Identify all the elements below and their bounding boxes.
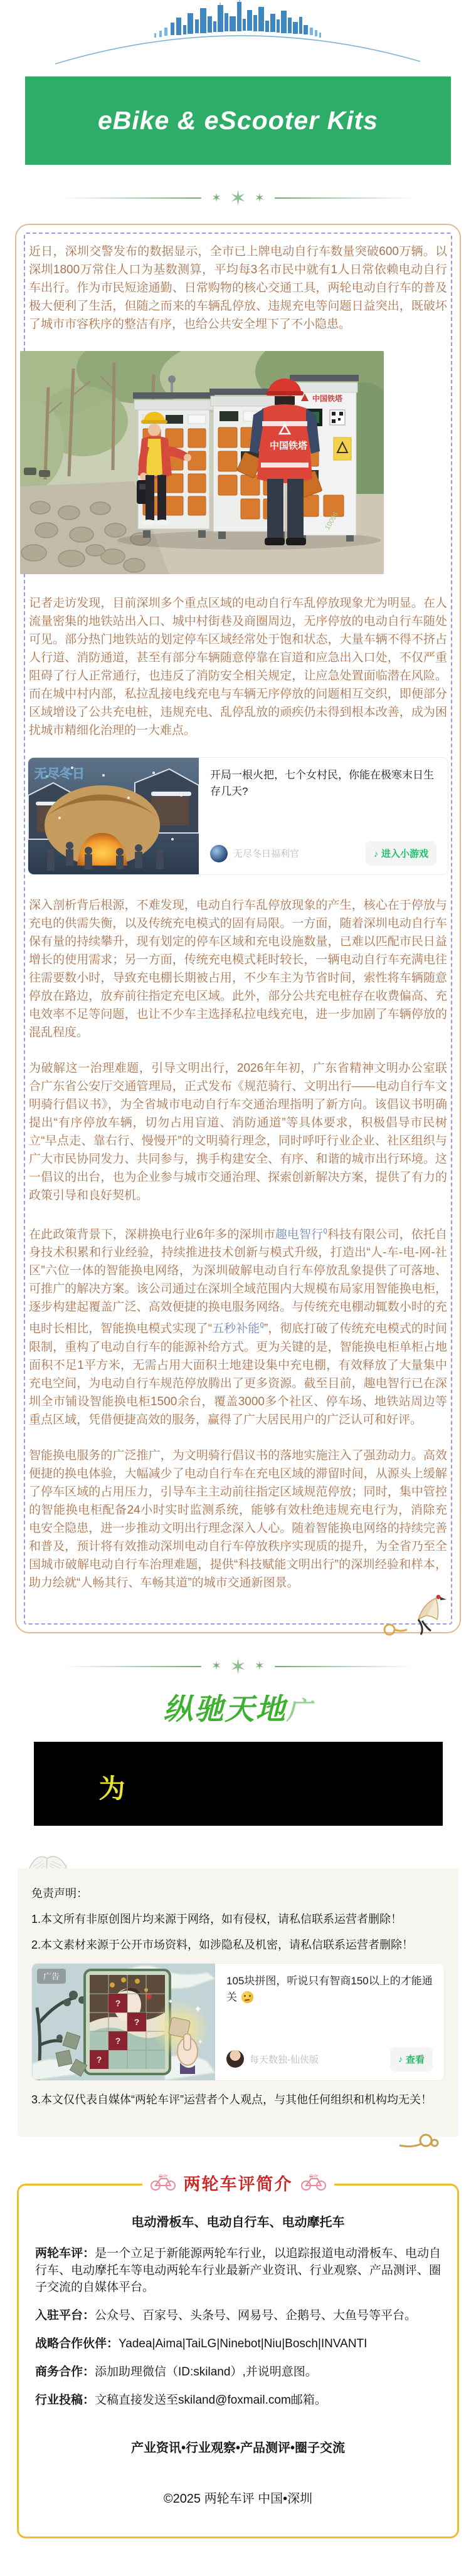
video-player[interactable]: [34, 1742, 443, 1826]
divider-line: [62, 1666, 201, 1667]
footer-entry-submission: 行业投稿：文稿直接发送至skiland@foxmail.com邮箱。: [35, 2393, 327, 2407]
ad1-footer: [210, 841, 436, 866]
svg-text:?: ?: [115, 2035, 121, 2046]
minigame-note-icon: ♪: [373, 848, 378, 859]
disclaimer-item-3: 3.本文仅代表自媒体“两轮车评”运营者个人观点，与其他任何组织和机构均无关！: [31, 2093, 432, 2106]
disclaimer-item-1: 1.本文所有非原创图片均来源于网络，如有侵权，请私信联系运营者删除！: [31, 1912, 403, 1925]
footer-section-title: [0, 2170, 476, 2195]
svg-text:?: ?: [115, 1997, 121, 2008]
article-paragraph-6: 智能换电服务的广泛推广，为文明骑行倡议书的落地实施注入了强劲动力。高效便捷的换电体验，大幅减少了电动自行车在充电区域的滞留时间，从源头上缓解了停车区域的占用压力，引导车主主动前往指定区域规范停放；同时，集中管控的智能换电柜配备24小时实时监测系统，能够有效杜绝违规充电行为，消除充电安全隐患，进一步推动文明出行理念深入人心。随着智能换电网络的持续完善和普及，预计将有效推动深圳电动自行车停放秩序实现质的提升，为全省乃至全国城市破解电动自行车治理难题，提供“科技赋能文明出行”的深圳经验和样本，助力绘就“人畅其行、车畅其道”的城市交通新图景。: [29, 1448, 447, 1589]
ad2-content: [215, 1964, 444, 2080]
divider-line: [62, 197, 201, 199]
article-paragraph-2: 记者走访发现，目前深圳多个重点区域的电动自行车乱停放现象尤为明显。在人流量密集的地铁站出入口、城中村街巷及商圈周边，无序停放的电动自行车随处可见。部分热门地铁站的划定停车区域经常处于饱和状态，大量车辆不得不挤占人行道、消防通道，甚至有部分车辆随意停靠在盲道和应急出入口处，不仅严重阻碍了行人正常通行，也违反了消防安全相关规定，让应急处置面临潜在风险。而在城中村内部，私拉乱接电线充电与车辆无序停放的问题相互交织，即便部分区域增设了公共充电桩，违规充电、乱停乱放的顽疾仍未得到根本改善，成为困扰城市精细化治理的一大难点。: [29, 597, 447, 737]
svg-text:中国铁塔: 中国铁塔: [270, 441, 308, 451]
star-icon: ✶: [230, 187, 246, 209]
svg-text:10096: 10096: [324, 511, 340, 531]
footer-subtitle: 电动滑板车、电动自行车、电动摩托车: [131, 2215, 345, 2229]
ad2-button-label: 查看: [405, 2054, 425, 2065]
svg-text:✦: ✦: [198, 2038, 203, 2046]
ad2-view-button[interactable]: [390, 2047, 433, 2071]
bicycle-icon: [150, 2174, 176, 2191]
ad1-cover-image: [28, 758, 199, 874]
ad1-avatar: [210, 845, 228, 862]
golden-cloud-decoration-icon: [393, 2132, 442, 2150]
ad1-account[interactable]: [210, 845, 299, 862]
disclaimer-title: 免责声明：: [31, 1887, 88, 1900]
ad1-headline[interactable]: 开局一根火把，七个女村民，你能在极寒末日生存几天?: [210, 769, 434, 797]
minigame-ad-card-1[interactable]: [28, 757, 448, 875]
footer-copyright: ©2025 两轮车评 中国•深圳: [163, 2491, 313, 2506]
article-body: [24, 233, 452, 1625]
ad2-account[interactable]: [226, 2050, 319, 2068]
star-icon: ✶: [211, 191, 222, 205]
svg-text:✦: ✦: [167, 1997, 174, 2006]
battery-swap-photo-illustration: [20, 351, 384, 574]
star-icon: ✶: [254, 1660, 265, 1673]
article-paragraph-3: 深入剖析背后根源，不难发现，电动自行车乱停放现象的产生，核心在于停放与充电的供需失衡，以及传统充电模式的固有局限。一方面，随着深圳电动自行车保有量的持续攀升，现有划定的停车区域和充电设施数量，已难以匹配市民日益增长的使用需求；另一方面，传统充电模式耗时较长，一辆电动自行车充满电往往需要数小时，导致充电棚长期被占用，不少车主为节省时间，索性将车辆随意停放在路边，放弃前往指定充电区域。此外，部分公共充电桩存在收费偏高、充电效率不足等问题，也让不少车主选择私拉电线充电，进一步加剧了车辆停放的混乱程度。: [29, 899, 447, 1039]
city-skyline-illustration: [0, 0, 476, 74]
minigame-note-icon: ♪: [398, 2054, 403, 2065]
ad2-avatar: [226, 2050, 244, 2068]
footer-intro-box: [17, 2184, 459, 2538]
video-caption-char: 为: [98, 1773, 125, 1803]
page-title: eBike & eScooter Kits: [97, 106, 379, 135]
footer-entry-about: 两轮车评：是一个立足于新能源两轮车行业，以追踪报道电动滑板车、电动自行车、电动摩托车等电动两轮车行业最新产业资讯、行业观察、产品测评、圈子交流的自媒体平台。: [35, 2246, 441, 2294]
article-paragraph-4: 为破解这一治理难题，引导文明出行，2026年年初，广东省精神文明办公室联合广东省公安厅交通管理局，正式发布《规范骑行、文明出行——电动自行车文明骑行倡议书》，为全省城市电动自行车交通治理指明了新方向。该倡议书明确提出“有序停放车辆，切勿占用盲道、消防通道”等具体要求，积极倡导市民树立“早点走、靠右行、慢慢开”的文明骑行理念，同时呼吁行业企业、社区组织与广大市民协同发力、共同参与，携手构建安全、有序、和谐的城市出行环境。这一倡议的出台，也为企业参与城市交通治理、探索创新解决方案，提供了有力的政策引导和良好契机。: [29, 1062, 447, 1202]
article-frame: [15, 224, 461, 1633]
footer-entry-platforms: 入驻平台：公众号、百家号、头条号、网易号、企鹅号、大鱼号等平台。: [35, 2308, 417, 2322]
ad2-label-text: 广告: [43, 1971, 60, 1981]
svg-text:Ride: Ride: [309, 2174, 318, 2179]
ad1-logo-text: 无尽冬日: [34, 767, 85, 781]
svg-text:中国铁塔: 中国铁塔: [312, 394, 343, 403]
footer-tagline: 产业资讯•行业观察•产品测评•圈子交流: [130, 2441, 345, 2455]
slogan-partial-char: 广: [286, 1697, 313, 1725]
title-banner: [25, 76, 451, 165]
svg-text:?: ?: [96, 2054, 102, 2065]
divider-line: [275, 1666, 414, 1667]
search-superscript-icon: Q: [323, 1227, 327, 1235]
footer-entry-business: 商务合作：添加助理微信（ID:skiland）,并说明意图。: [35, 2365, 317, 2379]
keyword-link-wumiaobuneng[interactable]: 五秒补能: [212, 1322, 260, 1336]
animated-slogan: 纵驰天地广: [163, 1692, 313, 1725]
footer-title-text: 两轮车评简介: [183, 2174, 293, 2194]
thinking-emoji-icon: [241, 1991, 253, 2003]
disclaimer-item-2: 2.本文素材来源于公开市场资料，如涉隐私及机密，请私信联系运营者删除！: [31, 1938, 414, 1951]
crane-cloud-decoration-icon: [381, 1592, 450, 1641]
ad1-button-label: 进入小游戏: [381, 849, 428, 859]
battery-swap-station-photo: [20, 351, 384, 574]
ad1-enter-minigame-button[interactable]: [366, 841, 436, 866]
divider-line: [275, 197, 414, 199]
minigame-ad-card-2[interactable]: [31, 1963, 445, 2081]
star-icon: ✶: [211, 1660, 222, 1673]
ad2-headline[interactable]: 105块拼图，听说只有智商150以上的才能通关: [226, 1974, 433, 2003]
star-icon: ✶: [254, 191, 265, 205]
ad2-cover-image: [32, 1964, 215, 2080]
article-paragraph-1: 近日，深圳交警发布的数据显示，全市已上牌电动自行车数量突破600万辆。以深圳1800万常住人口为基数测算，平均每3名市民中就有1人日常依赖电动自行车出行。作为市民短途通勤、日常购物的核心交通工具，两轮电动自行车的普及极大便利了生活，但随之而来的车辆乱停放、违规充电等问题日益突出，既破坏了城市市容秩序的整洁有序，也给公共安全埋下了不小隐患。: [29, 245, 447, 331]
article-paragraph-5: 在此政策背景下，深耕换电行业6年多的深圳市趣电智行$^Q$科技有限公司，依托自身技术积累和行业经验，持续推进技术创新与模式升级，打造出“人-车-电-网-社区”六位一体的智能换电网络，为深圳破解电动自行车停放乱象提供了可落地、可推广的解决方案。该公司通过在深圳全域范围内大规模布局家用智能换电柜，逐步构建起覆盖广泛、高效便捷的换电服务网络。与传统充电棚动辄数小时的充电时长相比，智能换电模式实现了“五秒补能$^Q$”，彻底打破了传统充电模式的时间限制，重构了电动自行车的能源补给方式。更为关键的是，智能换电柜单柜占地面积不足1平方米，无需占用大面积土地建设集中充电棚，有效释放了大量集中充电空间，为电动自行车规范停放腾出了更多资源。截至目前，趣电智行已在深圳全市铺设智能换电柜1500余台，覆盖3000多个社区、停车场、地铁站周边等重点区域，凭借便捷高效的服务，赢得了广大居民用户的广泛认可和好评。: [29, 1227, 447, 1427]
disclaimer-section: [18, 1868, 458, 2137]
skyline-arc-icon: [0, 0, 476, 74]
ad2-account-name: 每天数独-仙侠版: [250, 2054, 319, 2065]
keyword-link-qudianzhixing[interactable]: 趣电智行: [275, 1228, 324, 1242]
star-icon: ✶: [230, 1655, 246, 1678]
search-superscript-icon: Q: [260, 1321, 264, 1330]
star-divider: [0, 189, 476, 207]
svg-text:Ride: Ride: [158, 2174, 167, 2179]
ad1-account-name: 无尽冬日福利官: [233, 849, 300, 859]
ad2-footer: [226, 2047, 433, 2071]
star-divider: [0, 1657, 476, 1676]
ad1-content: [199, 758, 448, 874]
svg-text:✦: ✦: [194, 2004, 203, 2015]
bicycle-icon: [300, 2174, 327, 2191]
disclaimer-box: [18, 1868, 458, 2137]
svg-text:?: ?: [134, 2016, 140, 2027]
footer-entry-partners: 战略合作伙伴：Yadea|Aima|TaiLG|Ninebot|Niu|Bosch|INVANTI: [35, 2337, 368, 2350]
